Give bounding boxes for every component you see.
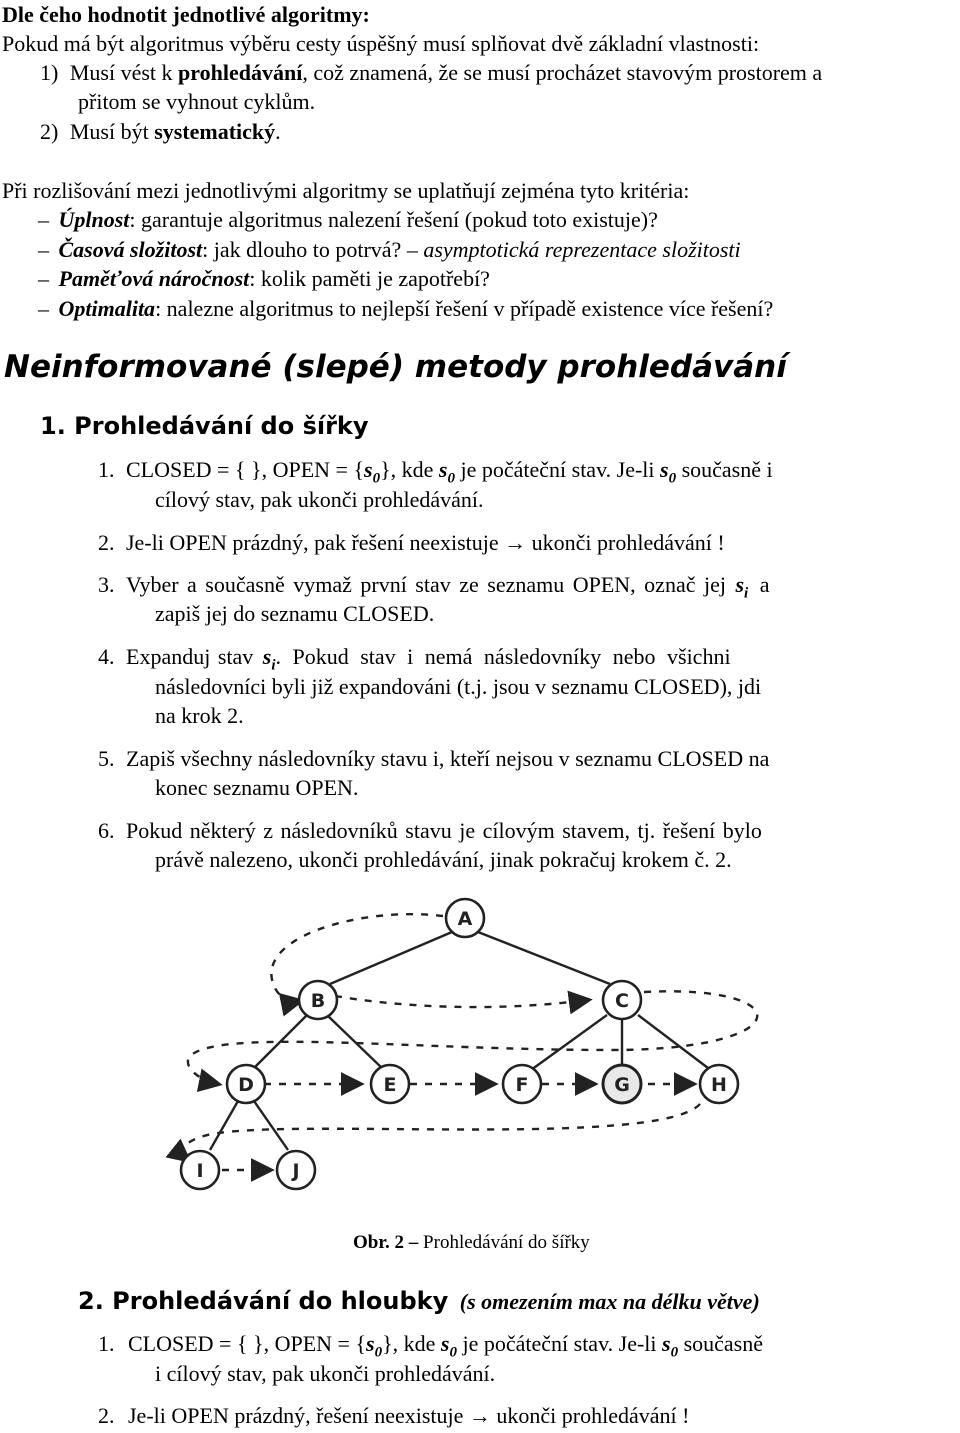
step-text: současně: [678, 1331, 763, 1356]
criteria-lead: Při rozlišování mezi jednotlivými algoritmy se uplatňují zejména tyto kritéria:: [2, 178, 690, 203]
bfs-step-2: [98, 532, 725, 554]
step-text: Zapiš všechny následovníky stavu i, kteří nejsou v seznamu CLOSED na: [126, 746, 770, 771]
property-1-number: 1): [40, 60, 59, 85]
s0-symbol: s: [364, 457, 373, 482]
property-2-number: 2): [40, 119, 59, 144]
bfs-step-3: [98, 574, 769, 601]
criterion-text: : garantuje algoritmus nalezení řešení (pokud toto existuje)?: [129, 207, 658, 232]
s0-subscript: 0: [447, 470, 455, 487]
node-f-label: F: [515, 1074, 529, 1096]
s0-symbol: s: [662, 1331, 671, 1356]
step-text: . Pokud stav i nemá následovníky nebo všichni: [275, 644, 731, 669]
edge-b-e: [328, 1016, 382, 1068]
criterion-completeness: [38, 209, 658, 231]
bullet-dash: –: [38, 237, 49, 262]
figure-caption: [353, 1233, 590, 1252]
si-symbol: s: [262, 644, 272, 669]
node-j-label: J: [292, 1160, 300, 1182]
bfs-tree-diagram: [160, 888, 780, 1218]
node-e-label: E: [383, 1074, 397, 1096]
criterion-text: : nalezne algoritmus to nejlepší řešení v případě existence více řešení?: [155, 296, 774, 321]
property-2-text: Musí být: [69, 119, 155, 144]
step-text: je počáteční stav. Je-li: [456, 1331, 663, 1356]
bfs-step-1: [98, 459, 773, 486]
node-a-label: A: [457, 908, 473, 930]
intro-lead: Pokud má být algoritmus výběru cesty úspěšný musí splňovat dvě základní vlastnosti:: [2, 31, 760, 56]
node-d-label: D: [238, 1074, 254, 1096]
dfs-heading: 2. Prohledávání do hloubky: [78, 1287, 449, 1315]
step-number: 1.: [98, 457, 115, 482]
edge-d-i: [210, 1101, 238, 1150]
step-text: Vyber a současně vymaž první stav ze seznamu OPEN, označ jej: [126, 572, 726, 597]
bfs-step-5: [98, 748, 769, 770]
node-c: [603, 981, 641, 1019]
step-text: }, kde: [382, 1331, 441, 1356]
property-2-end: .: [275, 119, 281, 144]
s0-subscript: 0: [449, 1344, 457, 1361]
s0-symbol: s: [440, 1331, 450, 1356]
node-i-label: I: [196, 1160, 204, 1182]
criterion-memory: [38, 268, 490, 290]
node-a: [446, 899, 484, 937]
node-e: [371, 1065, 409, 1103]
property-1: [40, 62, 822, 84]
step-number: 2.: [98, 530, 115, 555]
step-text: současně i: [676, 457, 773, 482]
caption-dash: –: [408, 1232, 419, 1253]
node-h: [700, 1065, 738, 1103]
step-text: CLOSED = { }, OPEN = {: [126, 457, 365, 482]
criterion-term: Úplnost: [58, 207, 130, 232]
step-text: Expanduj stav: [126, 644, 254, 669]
note-dash: –: [406, 237, 418, 262]
edge-a-b: [330, 932, 452, 984]
criterion-term: Optimalita: [58, 296, 156, 321]
bfs-heading: 1. Prohledávání do šířky: [40, 412, 369, 440]
dfs-step-1-cont: i cílový stav, pak ukonči prohledávání.: [155, 1361, 496, 1386]
node-g-label: G: [614, 1074, 630, 1096]
criterion-term: Paměťová náročnost: [58, 266, 250, 291]
property-1-text: Musí vést k: [69, 60, 179, 85]
step-number: 3.: [98, 572, 115, 597]
node-c-label: C: [615, 990, 629, 1012]
dfs-heading-row: [78, 1289, 760, 1313]
node-b-label: B: [310, 990, 326, 1012]
step-text: Je-li OPEN prázdný, pak řešení neexistuje → ukonči prohledávání !: [126, 530, 725, 555]
step-number: 4.: [98, 644, 115, 669]
criterion-note: asymptotická reprezentace složitosti: [417, 237, 741, 262]
caption-label: Obr. 2: [353, 1232, 405, 1253]
bfs-step-3-cont: zapiš jej do seznamu CLOSED.: [155, 601, 435, 626]
intro-title: Dle čeho hodnotit jednotlivé algoritmy:: [2, 2, 370, 27]
s0-symbol: s: [438, 457, 448, 482]
bfs-step-4: [98, 646, 731, 673]
si-subscript: i: [271, 657, 276, 674]
property-1-text-rest: , což znamená, že se musí procházet stavovým prostorem a: [302, 60, 823, 85]
step-number: 5.: [98, 746, 115, 771]
s0-subscript: 0: [374, 1344, 383, 1361]
traversal-arrow-b-c: [335, 996, 588, 1007]
s0-subscript: 0: [670, 1344, 679, 1361]
criterion-text: : jak dlouho to potrvá?: [202, 237, 407, 262]
bullet-dash: –: [38, 207, 49, 232]
dfs-heading-note: (s omezením max na délku větve): [459, 1289, 760, 1314]
dfs-step-1: [98, 1333, 763, 1360]
dfs-step-2: [98, 1405, 689, 1427]
bfs-step-1-cont: cílový stav, pak ukonči prohledávání.: [155, 487, 484, 512]
node-f: [503, 1065, 541, 1103]
criterion-text: : kolik paměti je zapotřebí?: [249, 266, 490, 291]
bfs-step-4-cont: následovníci byli již expandováni (t.j. jsou v seznamu CLOSED), jdi: [155, 674, 762, 699]
si-symbol: s: [735, 572, 745, 597]
edge-a-c: [478, 932, 610, 984]
edge-d-j: [254, 1101, 288, 1150]
step-text: CLOSED = { }, OPEN = {: [128, 1331, 367, 1356]
s0-symbol: s: [366, 1331, 375, 1356]
criterion-term: Časová složitost: [58, 237, 203, 262]
step-number: 2.: [98, 1403, 115, 1428]
s0-subscript: 0: [668, 470, 677, 487]
bfs-step-6: [98, 820, 762, 842]
criterion-optimality: [38, 298, 773, 320]
caption-text: Prohledávání do šířky: [418, 1232, 590, 1253]
section-title: Neinformované (slepé) metody prohledávání: [4, 349, 787, 385]
node-j: [277, 1151, 315, 1189]
property-2-keyword: systematický: [154, 119, 276, 144]
criterion-time-complexity: [38, 239, 741, 261]
s0-symbol: s: [660, 457, 669, 482]
s0-subscript: 0: [372, 470, 381, 487]
step-text: je počáteční stav. Je-li: [454, 457, 661, 482]
edge-c-f: [531, 1015, 607, 1070]
node-d: [227, 1065, 265, 1103]
bullet-dash: –: [38, 296, 49, 321]
node-g-goal: [603, 1065, 641, 1103]
node-b: [299, 981, 337, 1019]
step-number: 6.: [98, 818, 115, 843]
traversal-arrow-c-d: [188, 991, 757, 1084]
node-i: [181, 1151, 219, 1189]
traversal-arrow-a-b: [271, 914, 443, 1001]
bullet-dash: –: [38, 266, 49, 291]
node-h-label: H: [711, 1074, 727, 1096]
property-1-keyword: prohledávání: [178, 60, 303, 85]
step-text: a: [759, 572, 770, 597]
step-number: 1.: [98, 1331, 115, 1356]
step-text: }, kde: [380, 457, 439, 482]
step-text: Pokud některý z následovníků stavu je cílovým stavem, tj. řešení bylo: [126, 818, 762, 843]
property-2: [40, 121, 281, 143]
si-subscript: i: [744, 585, 749, 602]
edge-c-h: [638, 1015, 708, 1068]
step-text: Je-li OPEN prázdný, řešení neexistuje → ukonči prohledávání !: [128, 1403, 690, 1428]
property-1-cont: přitom se vyhnout cyklům.: [78, 89, 316, 114]
bfs-step-5-cont: konec seznamu OPEN.: [155, 775, 359, 800]
bfs-step-4-cont2: na krok 2.: [155, 703, 244, 728]
bfs-step-6-cont: právě nalezeno, ukonči prohledávání, jinak pokračuj krokem č. 2.: [155, 847, 732, 872]
